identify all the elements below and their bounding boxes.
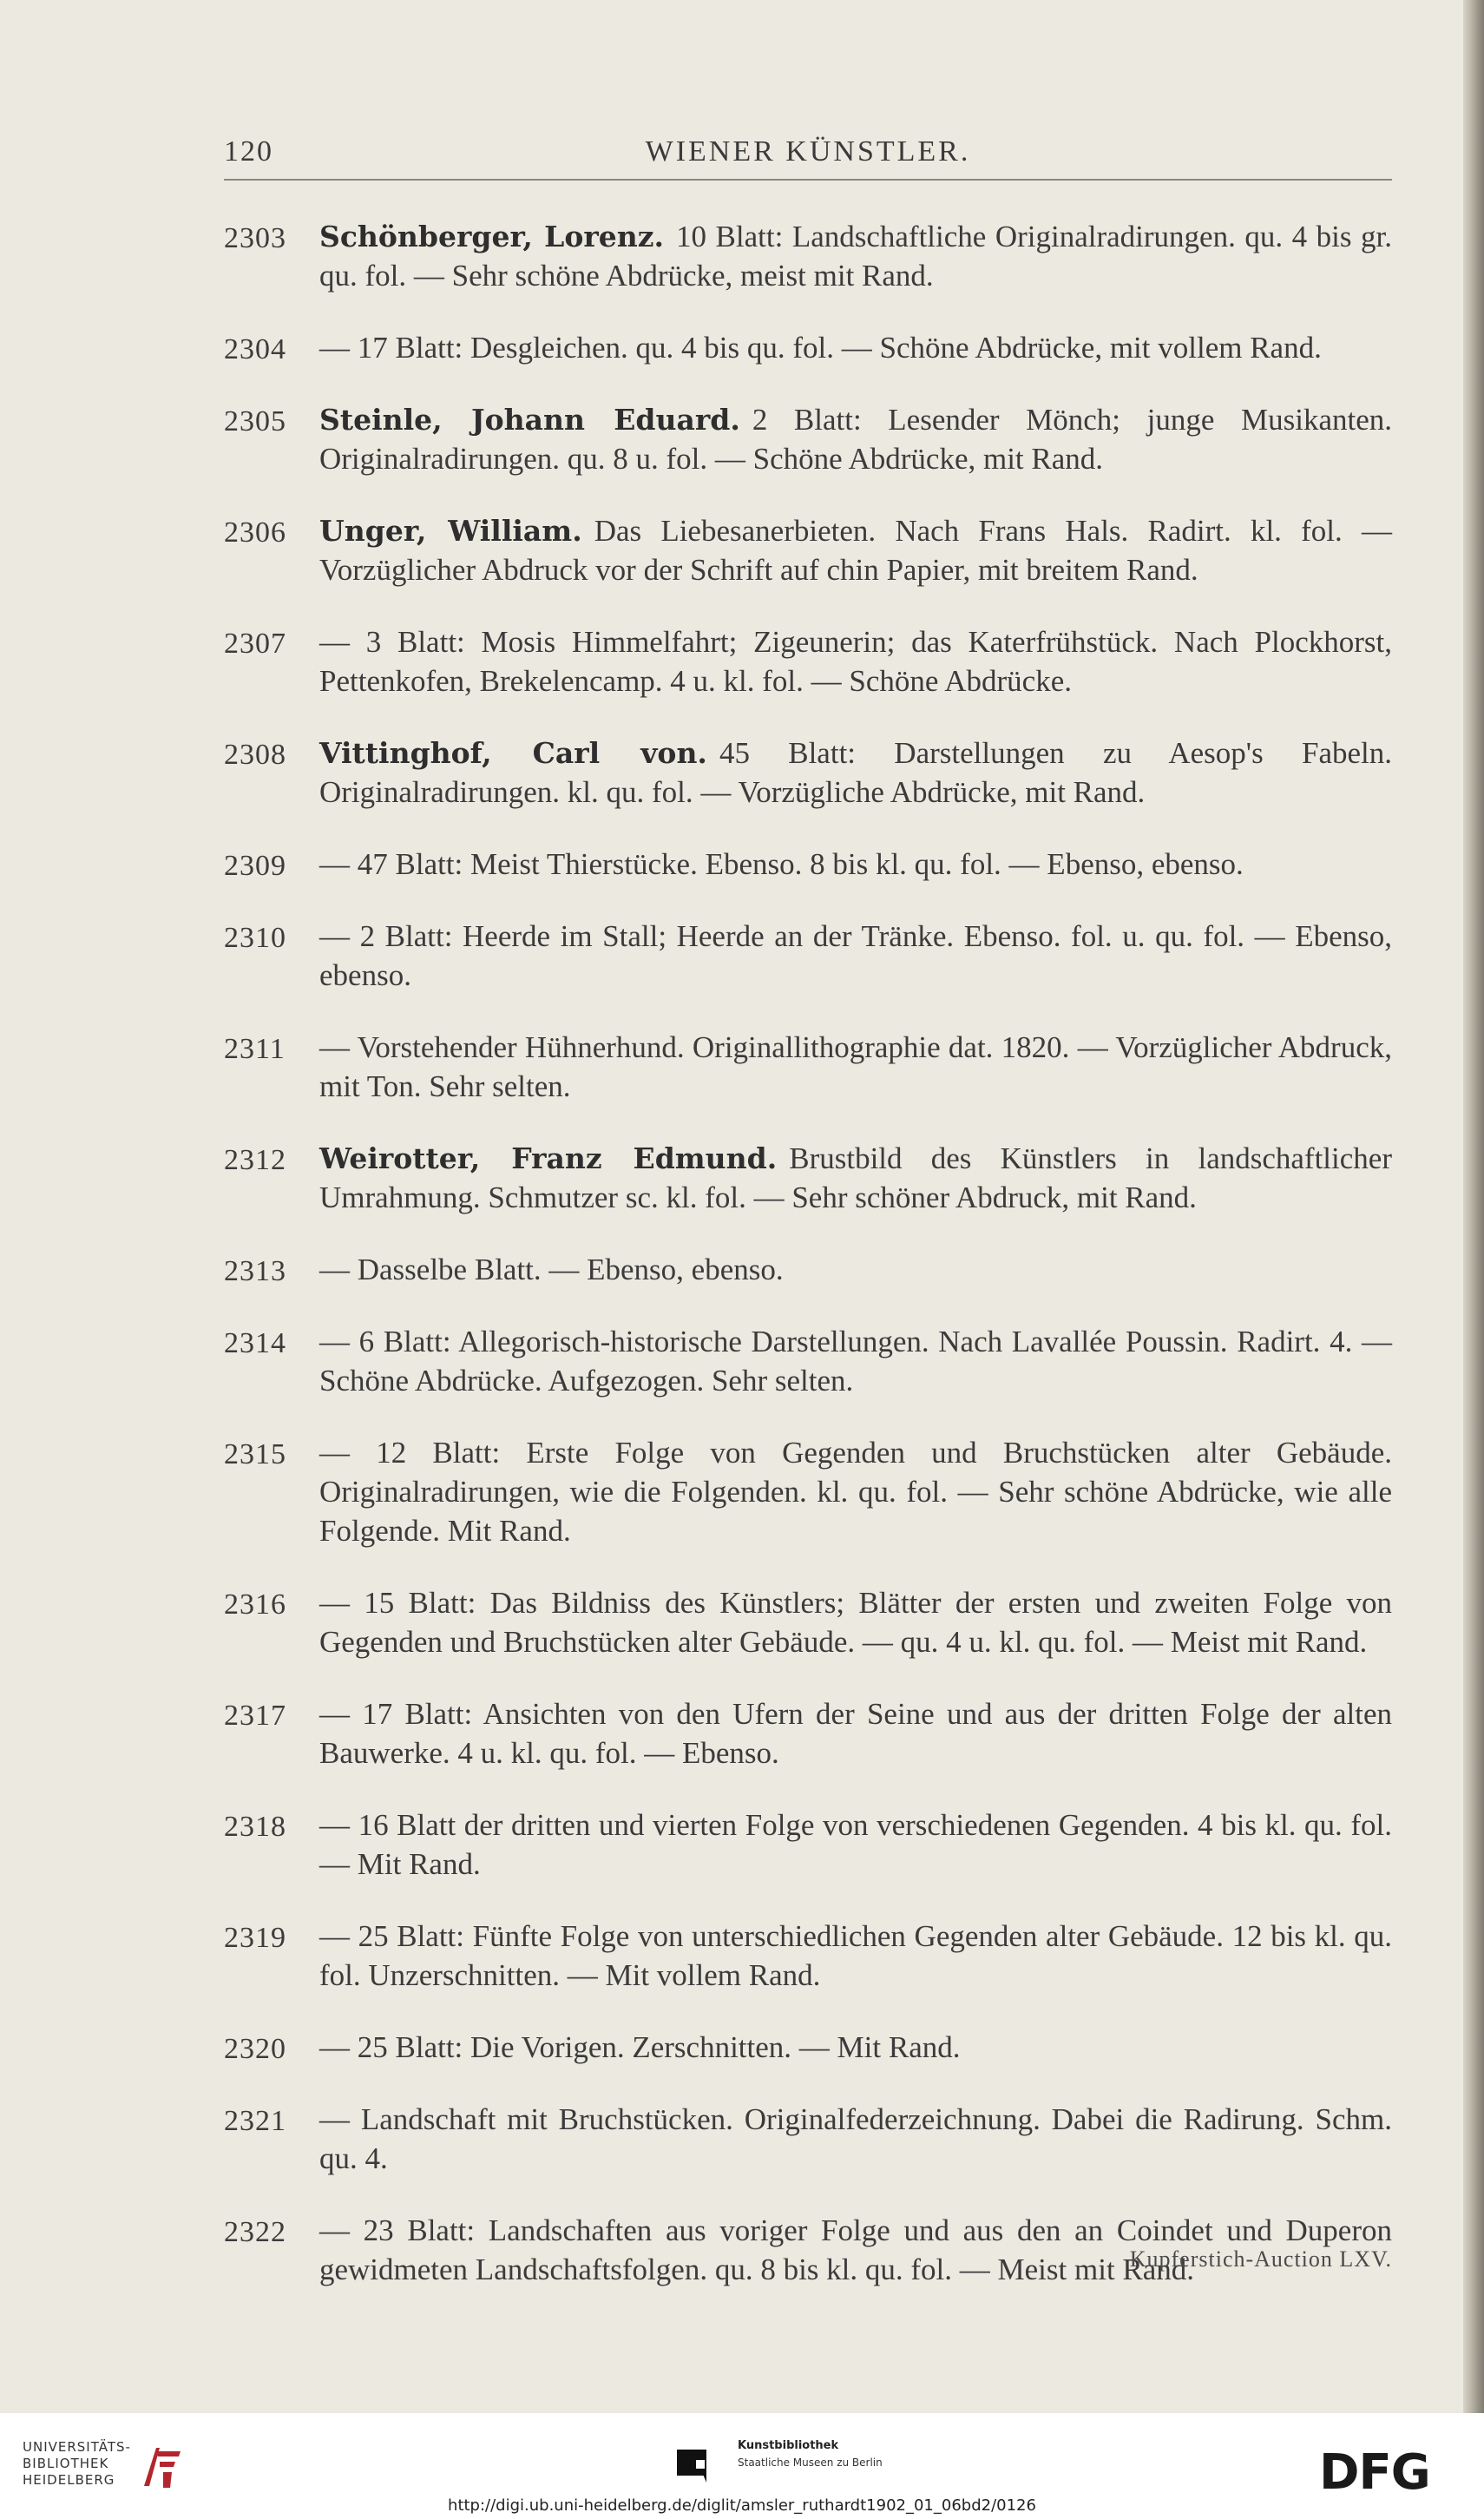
artist-name: Weirotter, Franz Edmund. (319, 1141, 778, 1175)
entry-description: — 25 Blatt: Die Vorigen. Zerschnitten. — Mit Rand. (319, 2030, 961, 2064)
artist-name: Schönberger, Lorenz. (319, 220, 664, 253)
kunstbibliothek-subtitle: Staatliche Museen zu Berlin (738, 2457, 883, 2469)
entry-number: 2322 (224, 2216, 286, 2248)
entry-description: — 12 Blatt: Erste Folge von Gegenden und Bruchstücken alter Gebäude. Originalradirungen, wie die Folgenden. kl. qu. fol. — Sehr schöne Abdrücke, wie alle Folgende. Mit Rand. (319, 1436, 1392, 1548)
entry-number: 2316 (224, 1588, 286, 1621)
catalog-entry (224, 1694, 1392, 1773)
catalog-entry (224, 1028, 1392, 1106)
entry-description: — 25 Blatt: Fünfte Folge von unterschiedlichen Gegenden alter Gebäude. 12 bis kl. qu. fol. Unzerschnitten. — Mit vollem Rand. (319, 1919, 1392, 1992)
entry-number: 2304 (224, 333, 286, 365)
catalog-entry (224, 917, 1392, 995)
university-logo-text: UNIVERSITÄTS- BIBLIOTHEK HEIDELBERG (23, 2439, 131, 2488)
artist-name: Unger, William. (319, 514, 582, 548)
entry-number: 2310 (224, 922, 286, 954)
kunstbibliothek-logo[interactable] (677, 2434, 937, 2486)
entry-description: Das Liebesanerbieten. Nach Frans Hals. Radirt. kl. fol. — Vorzüglicher Abdruck vor der Schrift auf chin Papier, mit breitem Rand. (319, 514, 1392, 587)
footer-bar (0, 2413, 1484, 2519)
entry-number: 2318 (224, 1811, 286, 1843)
catalog-entry (224, 733, 1392, 812)
entry-number: 2314 (224, 1327, 286, 1359)
entry-description: — 15 Blatt: Das Bildniss des Künstlers; Blätter der ersten und zweiten Folge von Gegenden und Bruchstücken alter Gebäude. — qu. 4 u. kl. qu. fol. — Meist mit Rand. (319, 1586, 1392, 1659)
artist-name: Vittinghof, Carl von. (319, 736, 707, 770)
entry-description: — 6 Blatt: Allegorisch-historische Darstellungen. Nach Lavallée Poussin. Radirt. 4. — Schöne Abdrücke. Aufgezogen. Sehr selten. (319, 1325, 1392, 1398)
kunstbibliothek-mark-icon (677, 2443, 724, 2484)
entry-description: — 17 Blatt: Desgleichen. qu. 4 bis qu. fol. — Schöne Abdrücke, mit vollem Rand. (319, 331, 1322, 365)
entry-description: — 17 Blatt: Ansichten von den Ufern der Seine und aus der dritten Folge der alten Bauwerke. 4 u. kl. qu. fol. — Ebenso. (319, 1697, 1392, 1770)
entry-description: Brustbild des Künstlers in landschaftlicher Umrahmung. Schmutzer sc. kl. fol. — Sehr schöner Abdruck, mit Rand. (319, 1141, 1392, 1214)
entry-number: 2312 (224, 1144, 286, 1176)
entry-description: 2 Blatt: Lesender Mönch; junge Musikanten. Originalradirungen. qu. 8 u. fol. — Schöne Abdrücke, mit Rand. (319, 403, 1392, 476)
entry-description: — 16 Blatt der dritten und vierten Folge von verschiedenen Gegenden. 4 bis kl. qu. fol. — Mit Rand. (319, 1808, 1392, 1881)
catalog-entry (224, 328, 1392, 367)
entry-description: — 47 Blatt: Meist Thierstücke. Ebenso. 8 bis kl. qu. fol. — Ebenso, ebenso. (319, 847, 1244, 881)
catalog-entry (224, 1917, 1392, 1995)
entry-description: — Vorstehender Hühnerhund. Originallithographie dat. 1820. — Vorzüglicher Abdruck, mit Ton. Sehr selten. (319, 1030, 1392, 1103)
catalog-entry (224, 622, 1392, 700)
dfg-logo[interactable]: DFG (1319, 2444, 1430, 2501)
entry-description: — 23 Blatt: Landschaften aus voriger Folge und aus den an Coindet und Duperon gewidmeten Landschaftsfolgen. qu. 8 bis kl. qu. fol. — Meist mit Rand. (319, 2213, 1392, 2286)
entry-description: 45 Blatt: Darstellungen zu Aesop's Fabeln. Originalradirungen. kl. qu. fol. — Vorzügliche Abdrücke, mit Rand. (319, 736, 1393, 809)
kunstbibliothek-title: Kunstbibliothek (738, 2439, 839, 2452)
catalog-entry (224, 1250, 1392, 1289)
entry-number: 2309 (224, 850, 286, 882)
entry-number: 2305 (224, 405, 286, 437)
running-title: WIENER KÜNSTLER. (645, 135, 971, 168)
university-library-logo[interactable] (23, 2439, 196, 2495)
entry-description: — Landschaft mit Bruchstücken. Originalfederzeichnung. Dabei die Radirung. Schm. qu. 4. (319, 2102, 1392, 2175)
entry-description: — 3 Blatt: Mosis Himmelfahrt; Zigeunerin; das Katerfrühstück. Nach Plockhorst, Pettenkofen, Brekelencamp. 4 u. kl. fol. — Schöne Abdrücke. (319, 625, 1392, 698)
entry-number: 2308 (224, 739, 286, 771)
entry-number: 2307 (224, 628, 286, 660)
catalog-entry (224, 1139, 1392, 1217)
entry-number: 2319 (224, 1922, 286, 1954)
page-header (224, 128, 1392, 181)
entry-number: 2311 (224, 1033, 286, 1065)
entry-number: 2321 (224, 2105, 286, 2137)
catalog-entry (224, 845, 1392, 884)
entry-description: — Dasselbe Blatt. — Ebenso, ebenso. (319, 1253, 784, 1286)
entry-number: 2303 (224, 222, 286, 254)
entry-number: 2313 (224, 1255, 286, 1287)
catalog-entry (224, 511, 1392, 589)
entry-number: 2320 (224, 2033, 286, 2065)
catalog-entry (224, 1583, 1392, 1661)
catalog-entry (224, 2100, 1392, 2178)
entry-number: 2315 (224, 1438, 286, 1470)
footer-signature: Kupferstich-Auction LXV. (1129, 2246, 1392, 2272)
entry-number: 2306 (224, 516, 286, 549)
header-rule (224, 179, 1392, 181)
entry-description: 10 Blatt: Landschaftliche Originalradirungen. qu. 4 bis gr. qu. fol. — Sehr schöne Abdrücke, meist mit Rand. (319, 220, 1392, 293)
catalog-entry (224, 1433, 1392, 1550)
catalog-entry (224, 2028, 1392, 2067)
catalog-entries (224, 217, 1392, 2322)
catalog-entry (224, 1322, 1392, 1400)
artist-name: Steinle, Johann Eduard. (319, 403, 740, 437)
entry-description: — 2 Blatt: Heerde im Stall; Heerde an der Tränke. Ebenso. fol. u. qu. fol. — Ebenso, ebenso. (319, 919, 1392, 992)
page-edge (1463, 0, 1484, 2413)
catalog-entry (224, 217, 1392, 295)
entry-number: 2317 (224, 1700, 286, 1732)
page-number: 120 (224, 135, 273, 168)
catalog-entry (224, 400, 1392, 478)
source-url-link[interactable]: http://digi.ub.uni-heidelberg.de/diglit/amsler_ruthardt1902_01_06bd2/0126 (448, 2496, 1036, 2515)
university-seal-icon (137, 2443, 187, 2493)
catalog-entry (224, 1805, 1392, 1884)
